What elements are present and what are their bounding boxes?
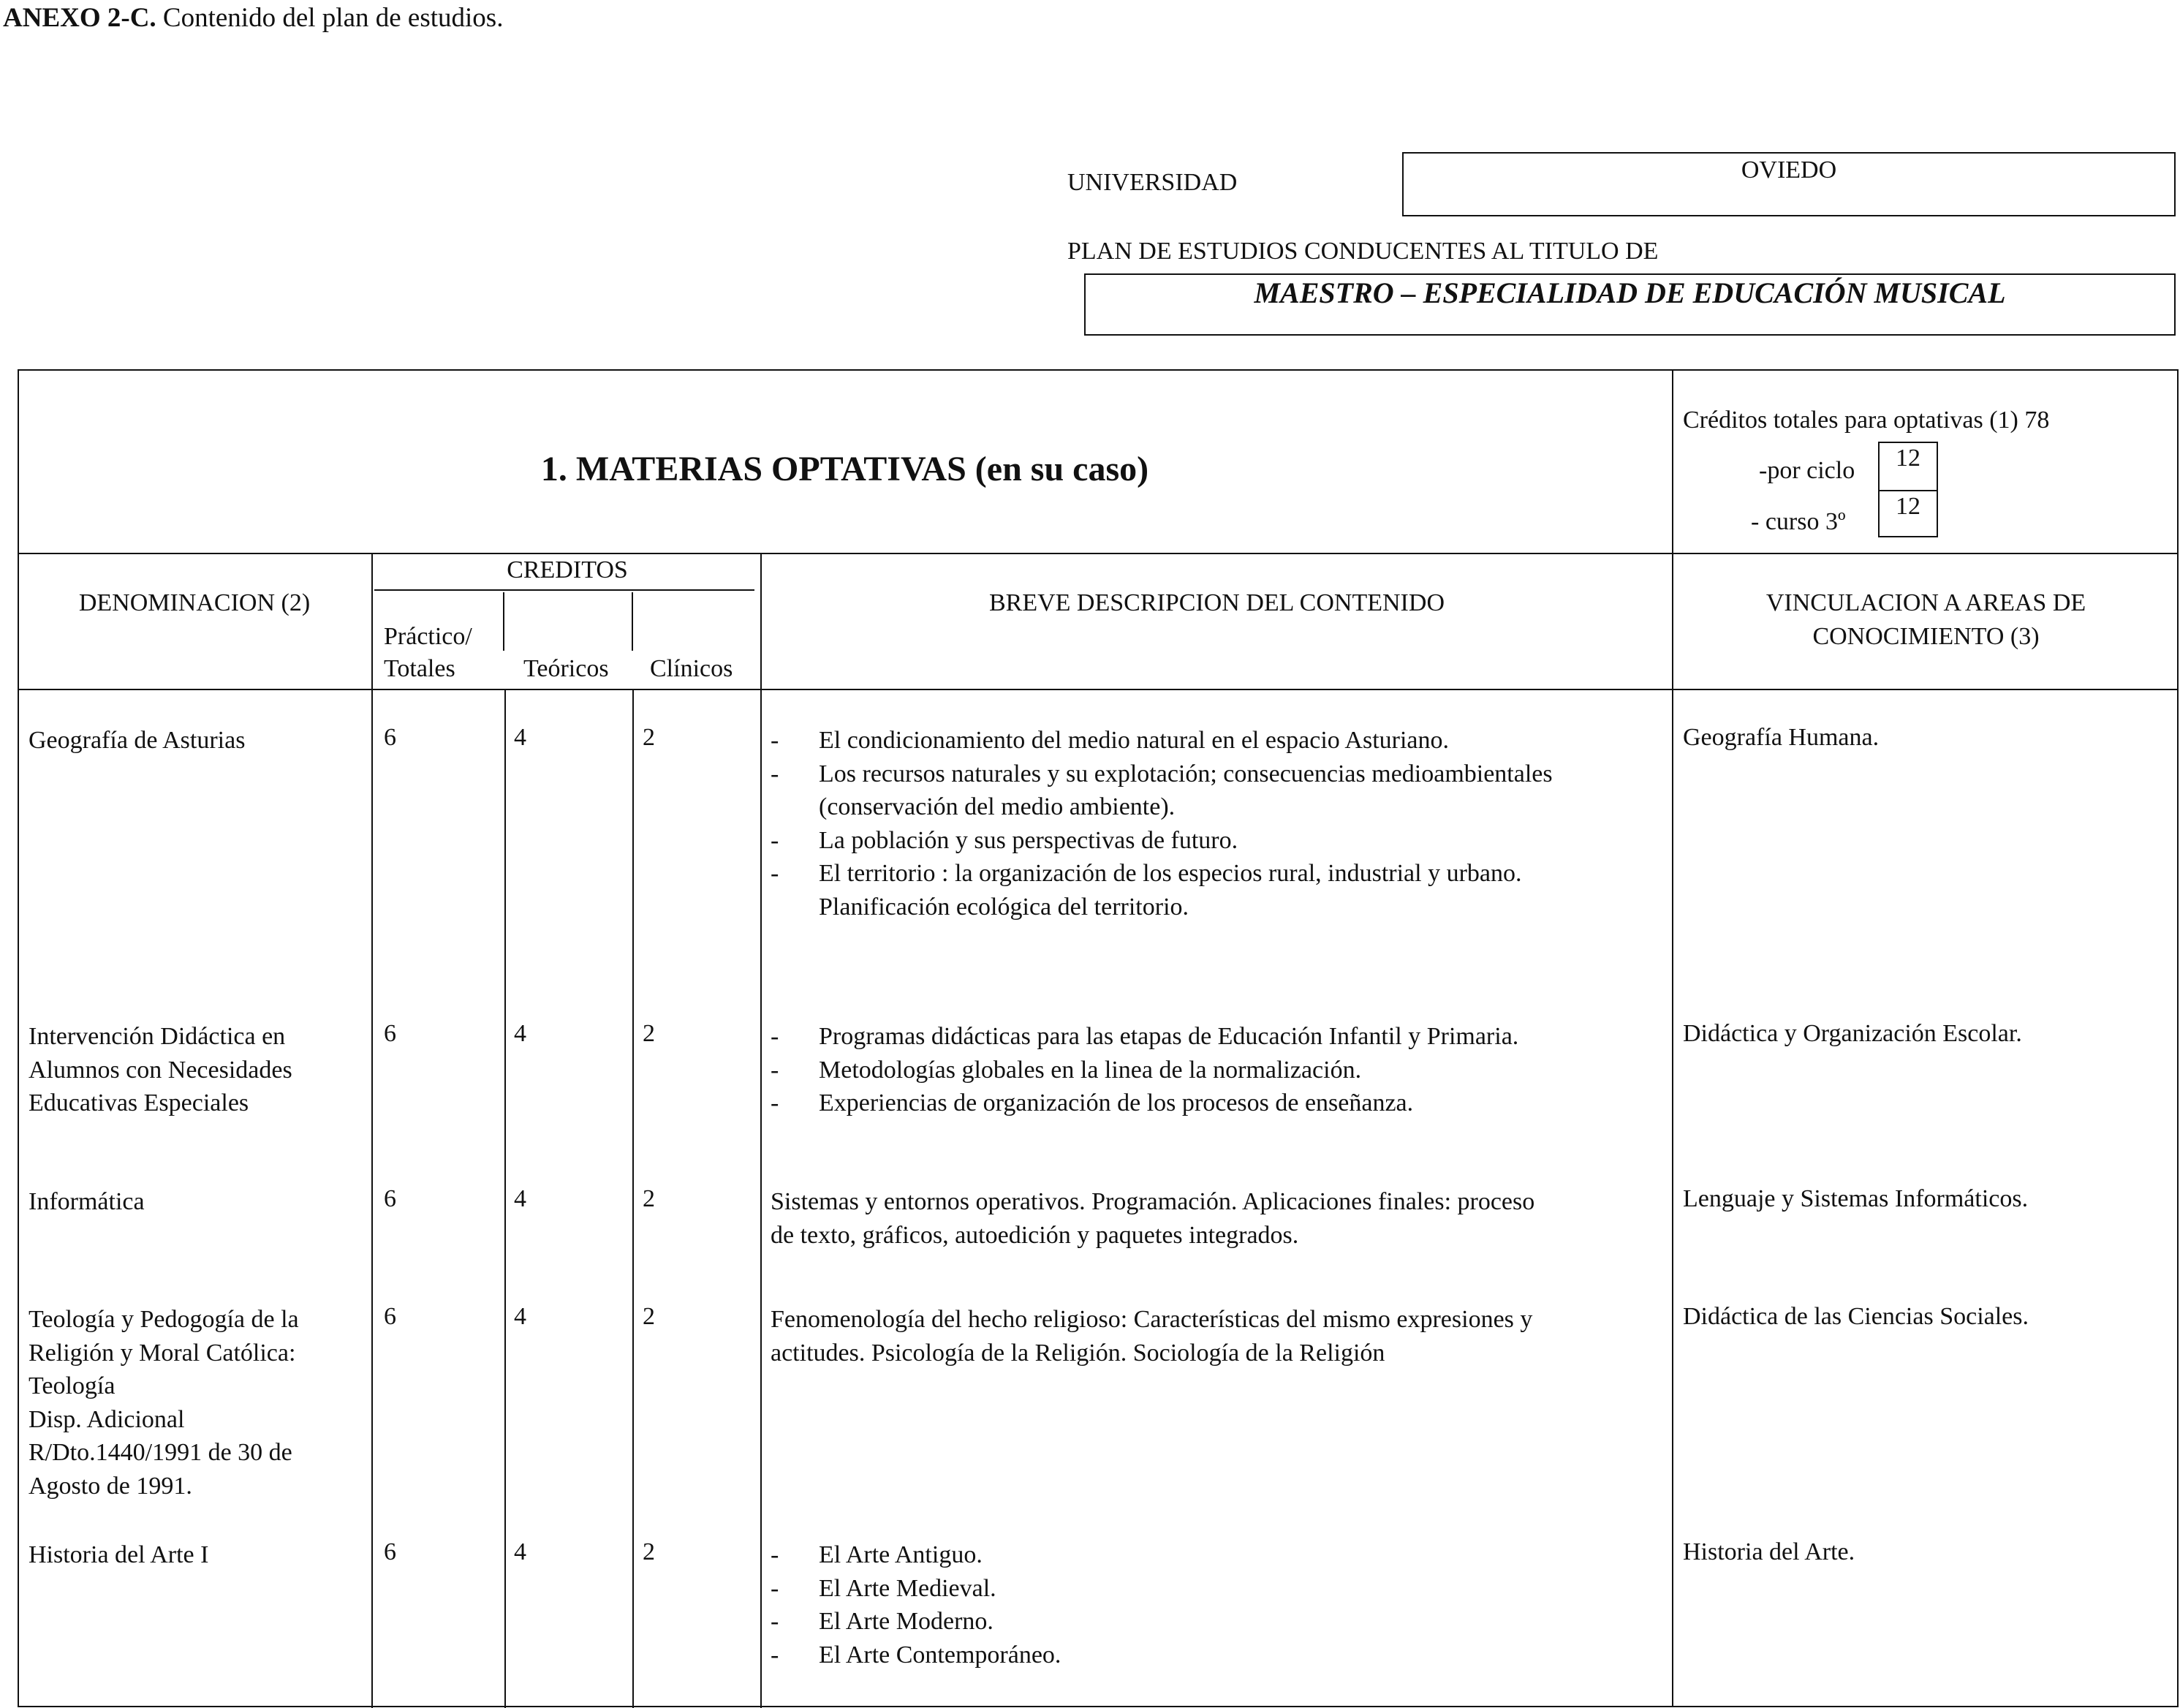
subject-name-line: Geografía de Asturias [29,727,246,754]
curso-value: 12 [1896,493,1920,520]
header-totales-1: Práctico/ [384,623,472,650]
credits-clinicos: 2 [643,1538,655,1565]
knowledge-area: Geografía Humana. [1683,724,1880,751]
section-divider [18,553,2179,554]
list-item: - El Arte Antiguo. [771,1538,1061,1572]
credits-clinicos: 2 [643,1185,655,1212]
subject-name-line: Intervención Didáctica en [29,1023,286,1050]
credits-totales: 6 [384,1303,396,1330]
annex-heading [3,4,503,31]
list-item: - El Arte Contemporáneo. [771,1639,1061,1672]
knowledge-area: Lenguaje y Sistemas Informáticos. [1683,1185,2029,1212]
list-item: - El Arte Moderno. [771,1605,1061,1639]
list-item: - El territorio : la organización de los especios rural, industrial y urbano. [771,857,1553,891]
header-creditos: CREDITOS [507,556,628,583]
list-item: - El condicionamiento del medio natural en el espacio Asturiano. [771,724,1553,757]
header-clinicos: Clínicos [650,655,733,682]
header-vinculacion-2: CONOCIMIENTO (3) [1812,623,2040,650]
list-item: - Los recursos naturales y su explotación; consecuencias medioambientales [771,757,1553,791]
plan-title: MAESTRO – ESPECIALIDAD DE EDUCACIÓN MUSICAL [1254,276,2006,309]
credits-teoricos: 4 [514,1538,526,1565]
credits-clinicos: 2 [643,724,655,751]
vinculacion-col-line [1672,369,1673,1707]
credits-clinicos: 2 [643,1020,655,1047]
curso-box [1878,490,1938,537]
header-divider [18,689,2179,690]
knowledge-area: Didáctica y Organización Escolar. [1683,1020,2022,1047]
credits-teoricos: 4 [514,724,526,751]
header-totales-2: Totales [384,655,455,682]
subject-name-line: R/Dto.1440/1991 de 30 de [29,1439,292,1467]
teoricos-col-line [504,690,506,1708]
credits-totales: 6 [384,1538,396,1565]
table-row-name [29,1185,145,1219]
list-item: - Experiencias de organización de los procesos de enseñanza. [771,1087,1518,1120]
credits-totales: 6 [384,1020,396,1047]
section-title: 1. MATERIAS OPTATIVAS (en su caso) [540,450,1149,488]
content-description [771,1185,1534,1252]
credits-teoricos: 4 [514,1020,526,1047]
por-ciclo-value: 12 [1896,445,1920,472]
university-value: OVIEDO [1741,156,1837,184]
credits-totales: 6 [384,1185,396,1212]
list-item-continuation: Planificación ecológica del territorio. [819,893,1189,921]
knowledge-area: Didáctica de las Ciencias Sociales. [1683,1303,2029,1330]
credits-teoricos: 4 [514,1303,526,1330]
subject-name-line: Informática [29,1188,145,1215]
table-row-name [29,1303,299,1503]
header-teoricos: Teóricos [523,655,609,682]
university-box [1402,152,2176,216]
subject-name-line: Agosto de 1991. [29,1472,192,1500]
list-item: - La población y sus perspectivas de futuro. [771,824,1553,858]
total-credits-label: Créditos totales para optativas (1) 78 [1683,407,2050,434]
subject-name-line: Disp. Adicional [29,1405,185,1433]
credits-col-line [371,553,373,1708]
content-description [771,1303,1532,1369]
description-line: Fenomenología del hecho religioso: Características del mismo expresiones y [771,1306,1533,1333]
clinicos-col-line [632,690,634,1708]
list-item-continuation: (conservación del medio ambiente). [819,793,1176,821]
description-col-line [760,553,762,1708]
subject-name-line: Alumnos con Necesidades [29,1056,292,1084]
subject-name-line: Religión y Moral Católica: [29,1339,296,1367]
list-item: - Programas didácticas para las etapas de Educación Infantil y Primaria. [771,1020,1518,1054]
content-list [771,1020,1518,1120]
table-row-name [29,724,245,757]
curso-label: - curso 3º [1751,508,1846,535]
header-clinicos-line [632,592,633,651]
table-row-name [29,1538,208,1572]
annex-text: Contenido del plan de estudios. [162,3,504,33]
annex-label: ANEXO 2-C. [3,3,156,33]
content-list [771,1538,1061,1671]
plan-title-box [1084,273,2176,336]
subject-name-line: Teología [29,1372,116,1400]
content-list [771,724,1553,924]
knowledge-area: Historia del Arte. [1683,1538,1855,1565]
credits-totales: 6 [384,724,396,751]
plan-label: PLAN DE ESTUDIOS CONDUCENTES AL TITULO DE [1067,238,1659,265]
description-line: Sistemas y entornos operativos. Programación. Aplicaciones finales: proceso [771,1188,1535,1215]
table-row-name [29,1020,292,1120]
description-line: actitudes. Psicología de la Religión. Sociología de la Religión [771,1339,1385,1367]
header-vinculacion-1: VINCULACION A AREAS DE [1765,589,2086,616]
credits-clinicos: 2 [643,1303,655,1330]
credits-teoricos: 4 [514,1185,526,1212]
header-teoricos-line [503,592,504,651]
por-ciclo-label: -por ciclo [1759,457,1855,484]
header-denominacion: DENOMINACION (2) [78,589,311,616]
header-descripcion: BREVE DESCRIPCION DEL CONTENIDO [988,589,1445,616]
subject-name-line: Educativas Especiales [29,1089,249,1117]
subject-name-line: Historia del Arte I [29,1541,209,1568]
creditos-underline [374,589,754,591]
list-item: - El Arte Medieval. [771,1572,1061,1606]
university-label: UNIVERSIDAD [1067,169,1238,196]
subject-name-line: Teología y Pedogogía de la [29,1306,299,1333]
por-ciclo-box [1878,442,1938,491]
description-line: de texto, gráficos, autoedición y paquetes integrados. [771,1221,1299,1249]
list-item: - Metodologías globales en la linea de la normalización. [771,1054,1518,1087]
